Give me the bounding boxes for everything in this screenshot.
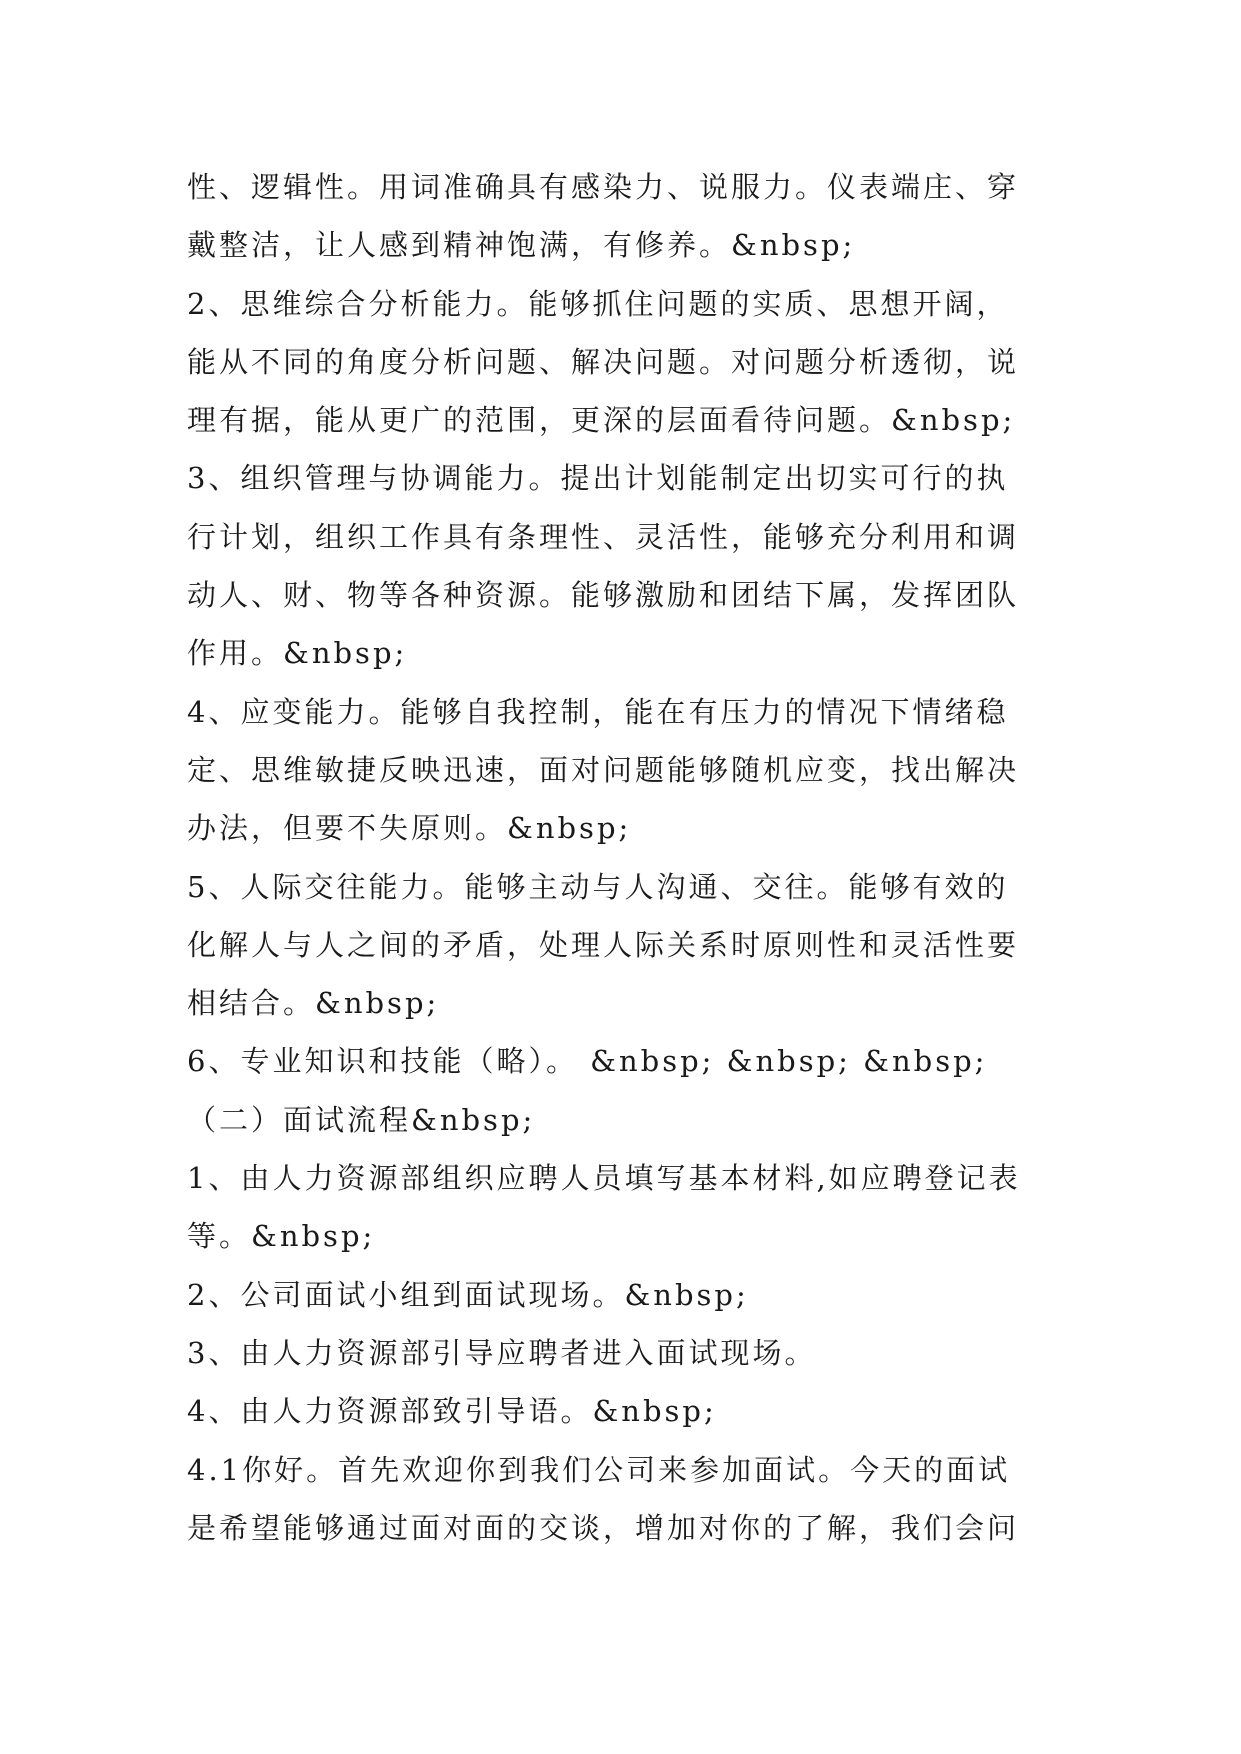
text-line: 理有据，能从更广的范围，更深的层面看待问题。&nbsp; <box>187 403 1016 438</box>
text-line: 3、组织管理与协调能力。提出计划能制定出切实可行的执 <box>187 461 1009 496</box>
text-line: 5、人际交往能力。能够主动与人沟通、交往。能够有效的 <box>187 869 1009 904</box>
text-line: 4、应变能力。能够自我控制，能在有压力的情况下情绪稳 <box>187 694 1009 729</box>
text-line: 6、专业知识和技能（略）。 &nbsp; &nbsp; &nbsp; <box>187 1044 988 1079</box>
text-line: 能从不同的角度分析问题、解决问题。对问题分析透彻，说 <box>187 344 1020 379</box>
text-line: 定、思维敏捷反映迅速，面对问题能够随机应变，找出解决 <box>187 752 1020 787</box>
text-line: 化解人与人之间的矛盾，处理人际关系时原则性和灵活性要 <box>187 927 1020 962</box>
text-line: 3、由人力资源部引导应聘者进入面试现场。 <box>187 1335 817 1370</box>
text-line: 4、由人力资源部致引导语。&nbsp; <box>187 1394 717 1429</box>
text-line: 1、由人力资源部组织应聘人员填写基本材料,如应聘登记表 <box>187 1161 1021 1196</box>
text-line: 性、逻辑性。用词准确具有感染力、说服力。仪表端庄、穿 <box>187 170 1020 204</box>
text-line: 行计划，组织工作具有条理性、灵活性，能够充分利用和调 <box>187 519 1020 554</box>
text-line: 2、思维综合分析能力。能够抓住问题的实质、思想开阔， <box>187 286 1009 321</box>
text-line: 是希望能够通过面对面的交谈，增加对你的了解，我们会问 <box>187 1510 1020 1545</box>
text-line: 等。&nbsp; <box>187 1219 376 1254</box>
text-line: 相结合。&nbsp; <box>187 986 440 1021</box>
text-line: 2、公司面试小组到面试现场。&nbsp; <box>187 1277 749 1312</box>
document-body <box>187 158 1057 1557</box>
text-line: 办法，但要不失原则。&nbsp; <box>187 811 632 846</box>
text-line: 作用。&nbsp; <box>187 636 408 671</box>
text-line: 动人、财、物等各种资源。能够激励和团结下属，发挥团队 <box>187 578 1020 613</box>
text-line: （二）面试流程&nbsp; <box>187 1102 536 1137</box>
text-line: 戴整洁，让人感到精神饱满，有修养。&nbsp; <box>187 228 856 263</box>
text-line: 4.1你好。首先欢迎你到我们公司来参加面试。今天的面试 <box>187 1452 1011 1487</box>
